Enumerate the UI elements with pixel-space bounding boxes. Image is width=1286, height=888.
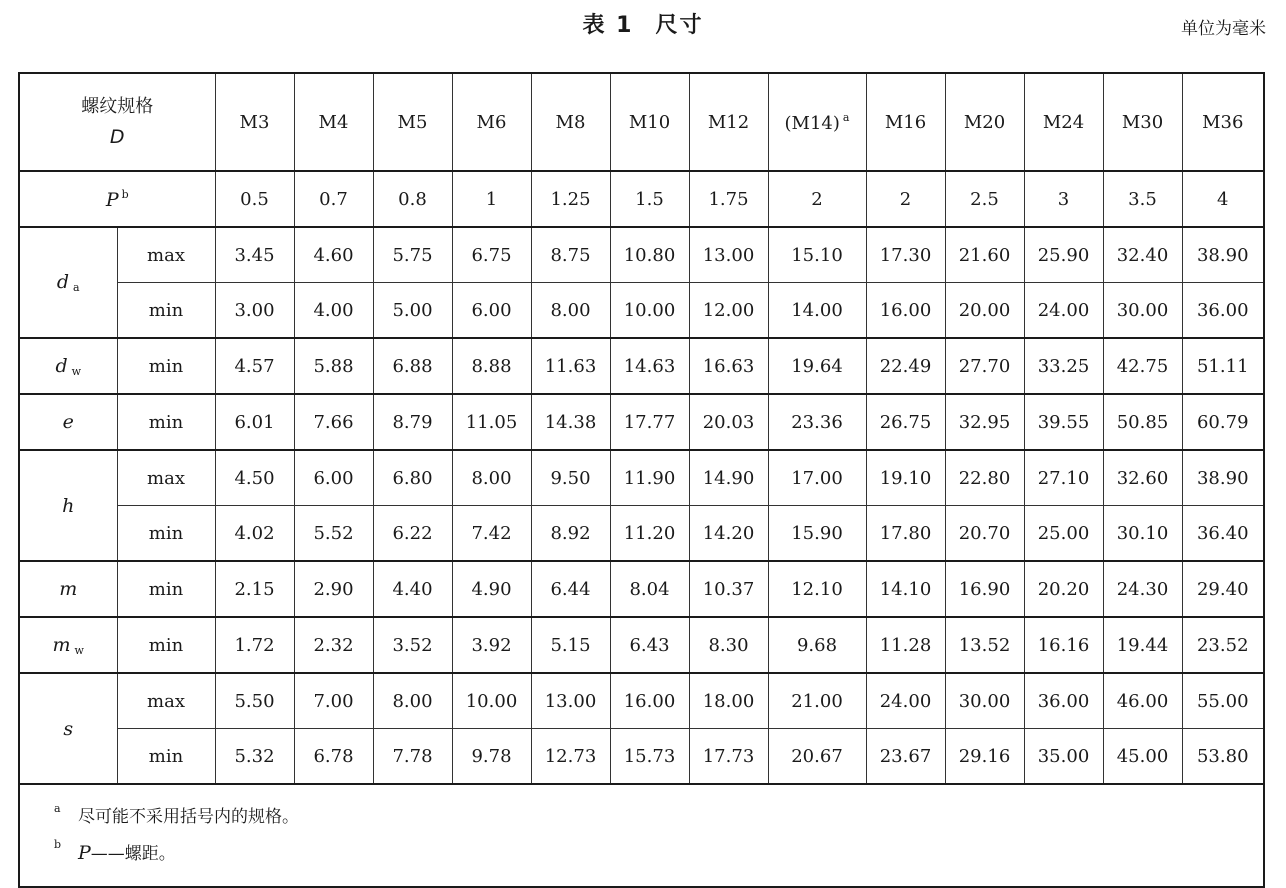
value-cell: 14.00 [768, 283, 866, 339]
value-cell: 16.00 [610, 673, 689, 729]
value-cell: 1.72 [215, 617, 294, 673]
value-cell: 11.28 [866, 617, 945, 673]
col-m14 [768, 73, 866, 171]
value-cell: 5.32 [215, 729, 294, 785]
value-cell: 55.00 [1182, 673, 1264, 729]
col-m24: M24 [1024, 73, 1103, 171]
value-cell: 50.85 [1103, 394, 1182, 450]
value-cell: 0.5 [215, 171, 294, 227]
footnotes [19, 784, 1264, 887]
value-cell: 30.00 [1103, 283, 1182, 339]
value-cell: 8.30 [689, 617, 768, 673]
col-m20: M20 [945, 73, 1024, 171]
value-cell: 20.67 [768, 729, 866, 785]
value-cell: 7.66 [294, 394, 373, 450]
table-number: 表 1 [582, 13, 634, 38]
s-max-label: max [117, 673, 215, 729]
col-m16: M16 [866, 73, 945, 171]
value-cell: 24.00 [866, 673, 945, 729]
value-cell: 20.20 [1024, 561, 1103, 617]
value-cell: 12.10 [768, 561, 866, 617]
value-cell: 22.80 [945, 450, 1024, 506]
value-cell: 32.40 [1103, 227, 1182, 283]
dw-symbol-cell [19, 338, 117, 394]
value-cell: 7.42 [452, 506, 531, 562]
da-max-row [19, 227, 1264, 283]
value-cell: 6.00 [452, 283, 531, 339]
mw-subscript: w [74, 643, 84, 657]
s-max-row [19, 673, 1264, 729]
h-min-row [19, 506, 1264, 562]
table-caption: 尺寸 [655, 13, 704, 38]
value-cell: 6.78 [294, 729, 373, 785]
value-cell: 23.36 [768, 394, 866, 450]
e-symbol-cell [19, 394, 117, 450]
value-cell: 19.10 [866, 450, 945, 506]
s-min-label: min [117, 729, 215, 785]
s-symbol-cell [19, 673, 117, 784]
value-cell: 14.38 [531, 394, 610, 450]
value-cell: 9.78 [452, 729, 531, 785]
value-cell: 60.79 [1182, 394, 1264, 450]
value-cell: 5.00 [373, 283, 452, 339]
value-cell: 30.00 [945, 673, 1024, 729]
value-cell: 12.00 [689, 283, 768, 339]
value-cell: 0.8 [373, 171, 452, 227]
value-cell: 2.90 [294, 561, 373, 617]
e-min-label: min [117, 394, 215, 450]
value-cell: 10.37 [689, 561, 768, 617]
value-cell: 3.5 [1103, 171, 1182, 227]
value-cell: 29.16 [945, 729, 1024, 785]
value-cell: 4.00 [294, 283, 373, 339]
value-cell: 25.90 [1024, 227, 1103, 283]
value-cell: 11.05 [452, 394, 531, 450]
value-cell: 0.7 [294, 171, 373, 227]
value-cell: 29.40 [1182, 561, 1264, 617]
value-cell: 5.75 [373, 227, 452, 283]
value-cell: 6.00 [294, 450, 373, 506]
value-cell: 30.10 [1103, 506, 1182, 562]
col-m30: M30 [1103, 73, 1182, 171]
value-cell: 38.90 [1182, 227, 1264, 283]
value-cell: 8.00 [531, 283, 610, 339]
value-cell: 10.80 [610, 227, 689, 283]
value-cell: 15.90 [768, 506, 866, 562]
value-cell: 3.45 [215, 227, 294, 283]
value-cell: 3.00 [215, 283, 294, 339]
value-cell: 19.64 [768, 338, 866, 394]
value-cell: 14.10 [866, 561, 945, 617]
da-subscript: a [73, 281, 80, 294]
value-cell: 8.04 [610, 561, 689, 617]
dimensions-table [18, 72, 1265, 888]
footnote-a [54, 799, 1263, 835]
value-cell: 16.16 [1024, 617, 1103, 673]
value-cell: 1.25 [531, 171, 610, 227]
value-cell: 4.60 [294, 227, 373, 283]
value-cell: 24.00 [1024, 283, 1103, 339]
value-cell: 6.88 [373, 338, 452, 394]
value-cell: 17.80 [866, 506, 945, 562]
value-cell: 10.00 [610, 283, 689, 339]
h-symbol: h [62, 494, 75, 517]
value-cell: 26.75 [866, 394, 945, 450]
value-cell: 4.50 [215, 450, 294, 506]
value-cell: 3.92 [452, 617, 531, 673]
value-cell: 23.52 [1182, 617, 1264, 673]
da-max-label: max [117, 227, 215, 283]
value-cell: 16.00 [866, 283, 945, 339]
value-cell: 36.00 [1024, 673, 1103, 729]
m-symbol: m [59, 578, 78, 600]
col-m4: M4 [294, 73, 373, 171]
spec-header-cell [19, 73, 215, 171]
value-cell: 15.10 [768, 227, 866, 283]
value-cell: 5.15 [531, 617, 610, 673]
value-cell: 14.90 [689, 450, 768, 506]
dw-min-row [19, 338, 1264, 394]
value-cell: 8.88 [452, 338, 531, 394]
value-cell: 45.00 [1103, 729, 1182, 785]
pitch-row [19, 171, 1264, 227]
col-m12: M12 [689, 73, 768, 171]
value-cell: 14.63 [610, 338, 689, 394]
value-cell: 16.63 [689, 338, 768, 394]
h-max-row [19, 450, 1264, 506]
footnote-b-mark: b [54, 838, 62, 851]
value-cell: 20.00 [945, 283, 1024, 339]
value-cell: 17.30 [866, 227, 945, 283]
dw-min-label: min [117, 338, 215, 394]
value-cell: 3.52 [373, 617, 452, 673]
value-cell: 33.25 [1024, 338, 1103, 394]
value-cell: 2.32 [294, 617, 373, 673]
value-cell: 11.20 [610, 506, 689, 562]
value-cell: 13.00 [689, 227, 768, 283]
da-symbol-cell [19, 227, 117, 338]
value-cell: 14.20 [689, 506, 768, 562]
footnote-b-symbol: P [78, 842, 91, 864]
value-cell: 9.68 [768, 617, 866, 673]
mw-min-row [19, 617, 1264, 673]
value-cell: 8.79 [373, 394, 452, 450]
footnote-a-text: 尽可能不采用括号内的规格。 [78, 807, 299, 827]
value-cell: 5.50 [215, 673, 294, 729]
da-min-label: min [117, 283, 215, 339]
value-cell: 6.44 [531, 561, 610, 617]
dw-subscript: w [71, 364, 82, 378]
value-cell: 3 [1024, 171, 1103, 227]
value-cell: 32.60 [1103, 450, 1182, 506]
spec-label: 螺纹规格 [81, 96, 154, 117]
value-cell: 46.00 [1103, 673, 1182, 729]
unit-note: 单位为毫米 [1181, 19, 1266, 39]
value-cell: 42.75 [1103, 338, 1182, 394]
value-cell: 19.44 [1103, 617, 1182, 673]
value-cell: 38.90 [1182, 450, 1264, 506]
col-m6: M6 [452, 73, 531, 171]
value-cell: 7.00 [294, 673, 373, 729]
value-cell: 8.75 [531, 227, 610, 283]
value-cell: 39.55 [1024, 394, 1103, 450]
dw-symbol: d [55, 354, 68, 377]
value-cell: 25.00 [1024, 506, 1103, 562]
mw-min-label: min [117, 617, 215, 673]
value-cell: 16.90 [945, 561, 1024, 617]
value-cell: 17.73 [689, 729, 768, 785]
col-m36: M36 [1182, 73, 1264, 171]
value-cell: 12.73 [531, 729, 610, 785]
value-cell: 17.00 [768, 450, 866, 506]
e-min-row [19, 394, 1264, 450]
value-cell: 6.01 [215, 394, 294, 450]
value-cell: 8.92 [531, 506, 610, 562]
value-cell: 15.73 [610, 729, 689, 785]
value-cell: 4 [1182, 171, 1264, 227]
footnote-b [54, 835, 1263, 872]
value-cell: 6.75 [452, 227, 531, 283]
m-min-row [19, 561, 1264, 617]
h-symbol-cell [19, 450, 117, 561]
value-cell: 20.03 [689, 394, 768, 450]
col-m5: M5 [373, 73, 452, 171]
col-m3: M3 [215, 73, 294, 171]
value-cell: 5.88 [294, 338, 373, 394]
value-cell: 8.00 [452, 450, 531, 506]
da-min-row [19, 283, 1264, 339]
value-cell: 13.52 [945, 617, 1024, 673]
value-cell: 24.30 [1103, 561, 1182, 617]
value-cell: 4.57 [215, 338, 294, 394]
mw-symbol: m [52, 633, 71, 656]
value-cell: 2.15 [215, 561, 294, 617]
value-cell: 35.00 [1024, 729, 1103, 785]
value-cell: 13.00 [531, 673, 610, 729]
value-cell: 27.70 [945, 338, 1024, 394]
value-cell: 36.40 [1182, 506, 1264, 562]
pitch-label [19, 171, 215, 227]
value-cell: 27.10 [1024, 450, 1103, 506]
value-cell: 6.43 [610, 617, 689, 673]
value-cell: 6.22 [373, 506, 452, 562]
value-cell: 7.78 [373, 729, 452, 785]
value-cell: 4.90 [452, 561, 531, 617]
m-min-label: min [117, 561, 215, 617]
value-cell: 1.75 [689, 171, 768, 227]
da-symbol: d [56, 271, 70, 293]
mw-symbol-cell [19, 617, 117, 673]
col-m14-label: (M14) [784, 112, 840, 134]
value-cell: 9.50 [531, 450, 610, 506]
footnote-a-mark: a [54, 802, 61, 815]
value-cell: 17.77 [610, 394, 689, 450]
value-cell: 4.02 [215, 506, 294, 562]
value-cell: 2 [768, 171, 866, 227]
value-cell: 51.11 [1182, 338, 1264, 394]
value-cell: 21.00 [768, 673, 866, 729]
value-cell: 6.80 [373, 450, 452, 506]
s-min-row [19, 729, 1264, 785]
m-symbol-cell [19, 561, 117, 617]
value-cell: 32.95 [945, 394, 1024, 450]
pitch-symbol: P [105, 188, 119, 211]
value-cell: 5.52 [294, 506, 373, 562]
footnote-row [19, 784, 1264, 887]
value-cell: 2.5 [945, 171, 1024, 227]
value-cell: 18.00 [689, 673, 768, 729]
value-cell: 20.70 [945, 506, 1024, 562]
e-symbol: e [62, 411, 74, 433]
value-cell: 2 [866, 171, 945, 227]
header-row [19, 73, 1264, 171]
value-cell: 11.63 [531, 338, 610, 394]
col-m8: M8 [531, 73, 610, 171]
value-cell: 4.40 [373, 561, 452, 617]
s-symbol: s [63, 717, 74, 740]
value-cell: 8.00 [373, 673, 452, 729]
footnote-b-text: ——螺距。 [90, 844, 176, 864]
col-m10: M10 [610, 73, 689, 171]
value-cell: 1.5 [610, 171, 689, 227]
value-cell: 53.80 [1182, 729, 1264, 785]
table-title [0, 8, 1286, 39]
value-cell: 22.49 [866, 338, 945, 394]
value-cell: 1 [452, 171, 531, 227]
h-min-label: min [117, 506, 215, 562]
spec-symbol: D [109, 126, 125, 148]
value-cell: 21.60 [945, 227, 1024, 283]
pitch-footnote-mark: b [121, 187, 129, 201]
value-cell: 23.67 [866, 729, 945, 785]
value-cell: 10.00 [452, 673, 531, 729]
h-max-label: max [117, 450, 215, 506]
value-cell: 36.00 [1182, 283, 1264, 339]
col-m14-footnote-mark: a [842, 110, 850, 124]
value-cell: 11.90 [610, 450, 689, 506]
